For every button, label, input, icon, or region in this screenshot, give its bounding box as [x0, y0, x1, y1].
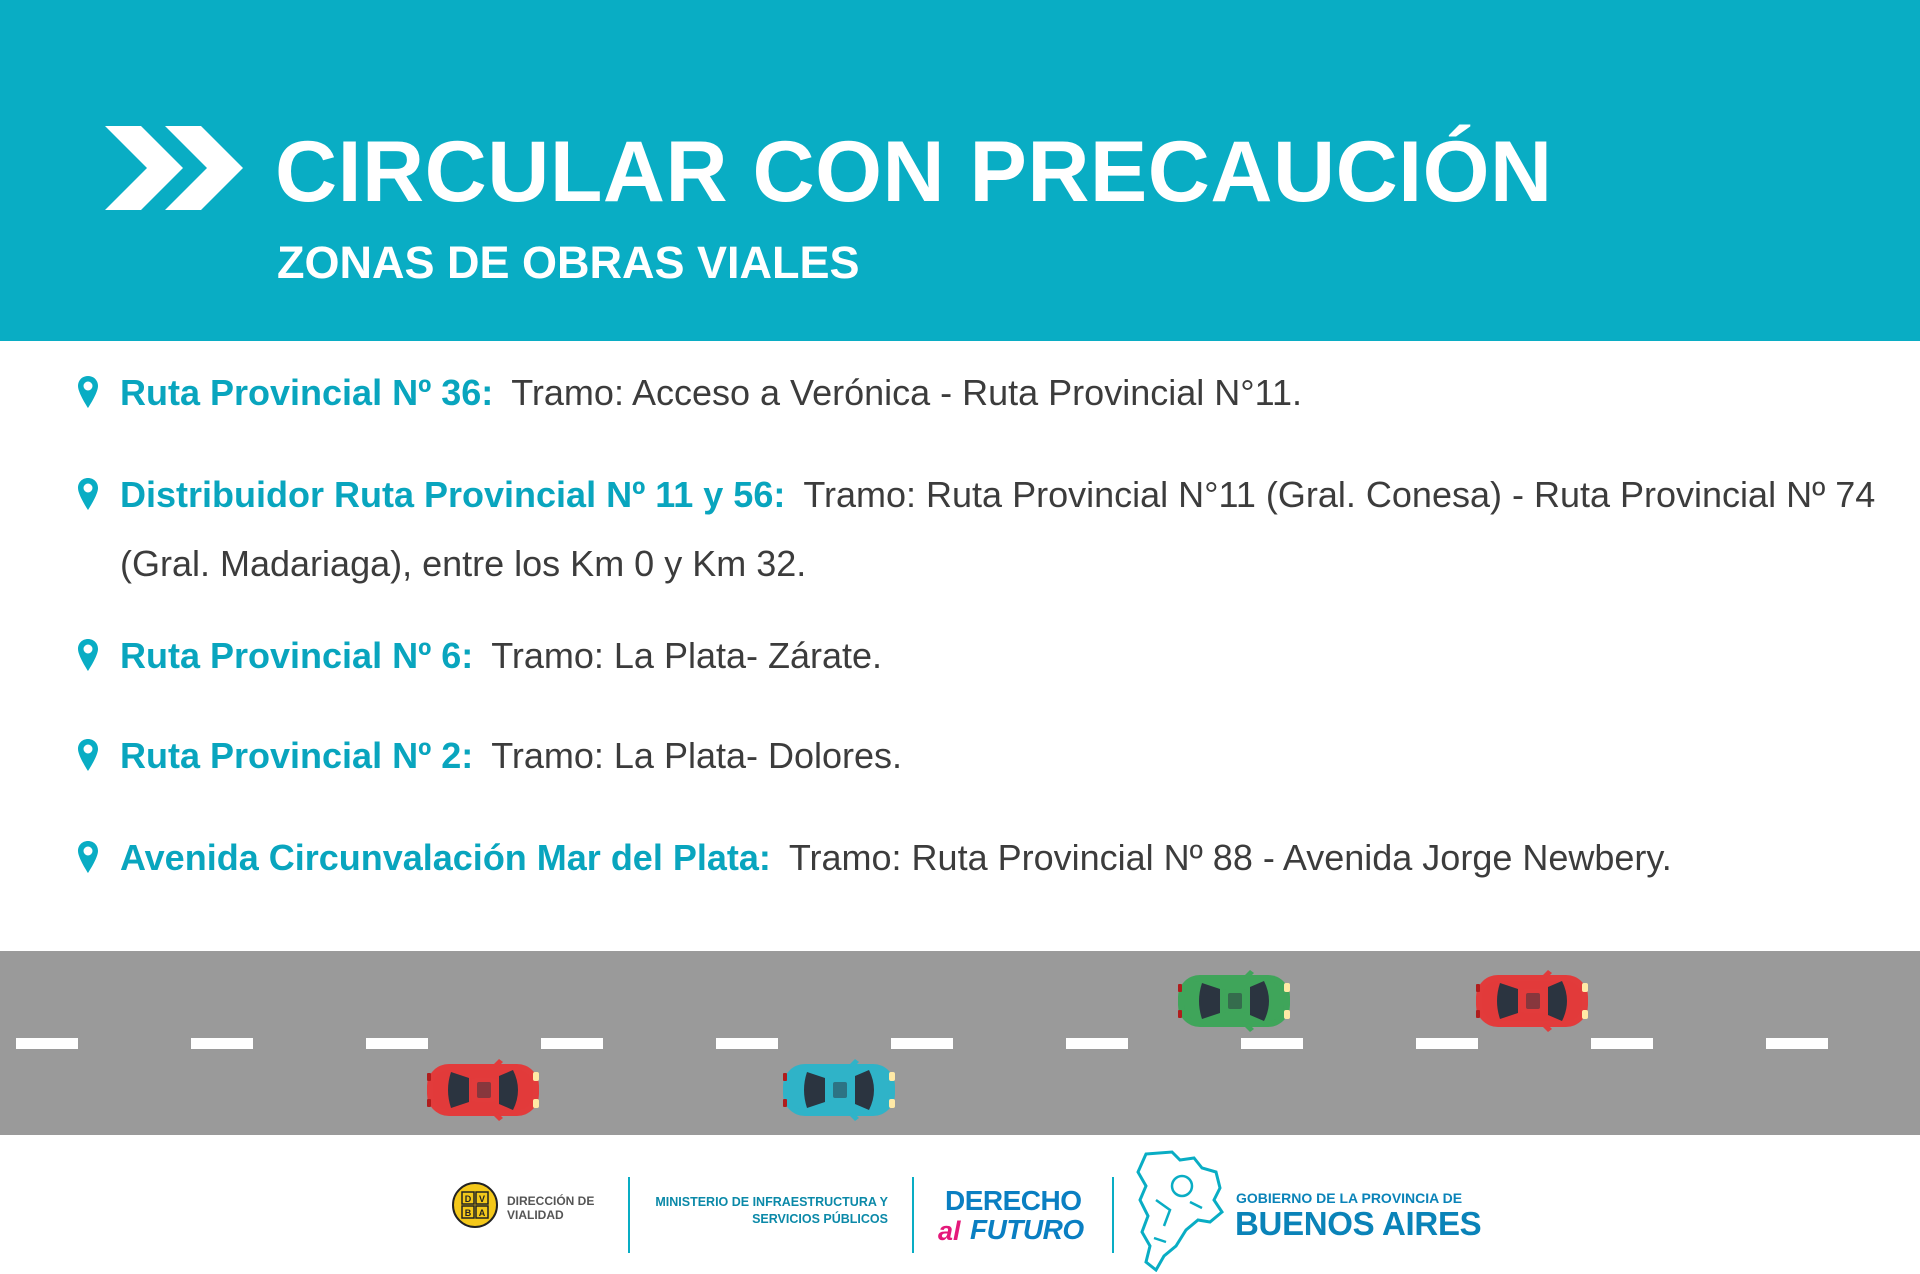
- work-name: Ruta Provincial Nº 6:: [120, 635, 474, 676]
- work-name: Avenida Circunvalación Mar del Plata:: [120, 837, 771, 878]
- vialidad-label: DIRECCIÓN DE VIALIDAD: [507, 1194, 595, 1222]
- work-name: Distribuidor Ruta Provincial Nº 11 y 56:: [120, 474, 786, 515]
- cyan-car-icon: [783, 1059, 895, 1121]
- work-description: Tramo: Ruta Provincial Nº 88 - Avenida Jorge Newbery.: [788, 837, 1672, 878]
- red-car-icon: [427, 1059, 539, 1121]
- road-graphic: [0, 951, 1920, 1135]
- double-chevron-right-icon: [105, 126, 255, 210]
- vialidad-badge-letter: V: [478, 1194, 486, 1204]
- list-item: [120, 823, 1880, 892]
- footer-divider: [912, 1177, 914, 1253]
- footer-divider: [628, 1177, 630, 1253]
- lane-markings: [16, 1038, 1828, 1049]
- location-pin-icon: [77, 638, 99, 672]
- page-title: CIRCULAR CON PRECAUCIÓN: [275, 124, 1553, 220]
- location-pin-icon: [77, 375, 99, 409]
- ministerio-label: MINISTERIO DE INFRAESTRUCTURA Y SERVICIOS PÚBLICOS: [655, 1195, 888, 1226]
- gobierno-line-2: BUENOS AIRES: [1235, 1205, 1482, 1242]
- work-name: Ruta Provincial Nº 36:: [120, 372, 494, 413]
- list-item: [120, 358, 1880, 427]
- work-description: Tramo: La Plata- Dolores.: [491, 735, 903, 776]
- road-illustration: [0, 951, 1920, 1135]
- red-car-icon: [1476, 970, 1588, 1032]
- vialidad-badge-letter: A: [478, 1208, 486, 1218]
- work-description: Tramo: Acceso a Verónica - Ruta Provincial N°11.: [511, 372, 1302, 413]
- derecho-al-label: al: [938, 1216, 961, 1246]
- work-description: Tramo: La Plata- Zárate.: [491, 635, 883, 676]
- vialidad-badge-letter: B: [464, 1208, 472, 1218]
- location-pin-icon: [77, 738, 99, 772]
- list-item: [120, 621, 1880, 690]
- location-pin-icon: [77, 477, 99, 511]
- futuro-label: FUTURO: [970, 1214, 1084, 1245]
- footer-logos: [0, 1135, 1920, 1274]
- gobierno-line-1: GOBIERNO DE LA PROVINCIA DE: [1236, 1190, 1463, 1206]
- list-item: [120, 460, 1880, 598]
- work-description: Tramo: Ruta Provincial N°11 (Gral. Conesa) - Ruta Provincial Nº 74 (Gral. Madariaga), entre los Km 0 y Km 32.: [120, 474, 1876, 584]
- derecho-label: DERECHO: [945, 1185, 1082, 1216]
- province-map-icon: [1136, 1150, 1226, 1272]
- vialidad-badge-letter: D: [464, 1194, 472, 1204]
- green-car-icon: [1178, 970, 1290, 1032]
- list-item: [120, 721, 1880, 790]
- header-banner: [0, 0, 1920, 341]
- page-subtitle: ZONAS DE OBRAS VIALES: [277, 237, 860, 288]
- location-pin-icon: [77, 840, 99, 874]
- vialidad-logo-icon: [452, 1182, 498, 1228]
- work-name: Ruta Provincial Nº 2:: [120, 735, 474, 776]
- footer-divider: [1112, 1177, 1114, 1253]
